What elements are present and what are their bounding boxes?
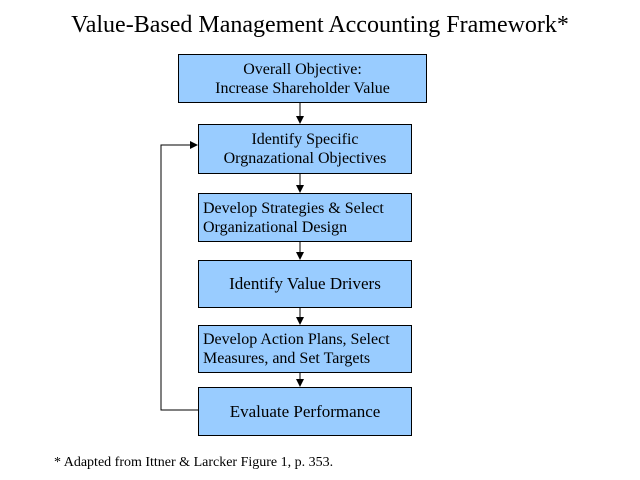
box-overall-objective-line-2: Increase Shareholder Value: [215, 79, 390, 97]
box-action-plans: [198, 325, 412, 373]
box-action-plans-line-1: Develop Action Plans, Select: [203, 331, 390, 348]
box-overall-objective: [178, 54, 427, 103]
footnote: * Adapted from Ittner & Larcker Figure 1, p. 353.: [54, 455, 334, 470]
feedback-loop-arrow: [161, 145, 198, 410]
box-identify-value-drivers-line-1: Identify Value Drivers: [229, 274, 381, 293]
box-identify-value-drivers: [198, 260, 412, 308]
box-overall-objective-line-1: Overall Objective:: [243, 60, 362, 78]
box-evaluate-performance-line-1: Evaluate Performance: [229, 401, 381, 421]
box-evaluate-performance: [198, 387, 412, 436]
box-identify-objectives-line-1: Identify Specific: [251, 131, 359, 148]
box-action-plans-line-2: Measures, and Set Targets: [203, 350, 371, 367]
box-identify-objectives: [198, 124, 412, 174]
diagram-title: Value-Based Management Accounting Framework*: [71, 12, 569, 38]
box-develop-strategies-line-1: Develop Strategies & Select: [203, 199, 384, 217]
box-develop-strategies: [198, 193, 412, 242]
box-identify-objectives-line-2: Orgnazational Objectives: [223, 150, 387, 167]
box-develop-strategies-line-2: Organizational Design: [203, 218, 348, 236]
